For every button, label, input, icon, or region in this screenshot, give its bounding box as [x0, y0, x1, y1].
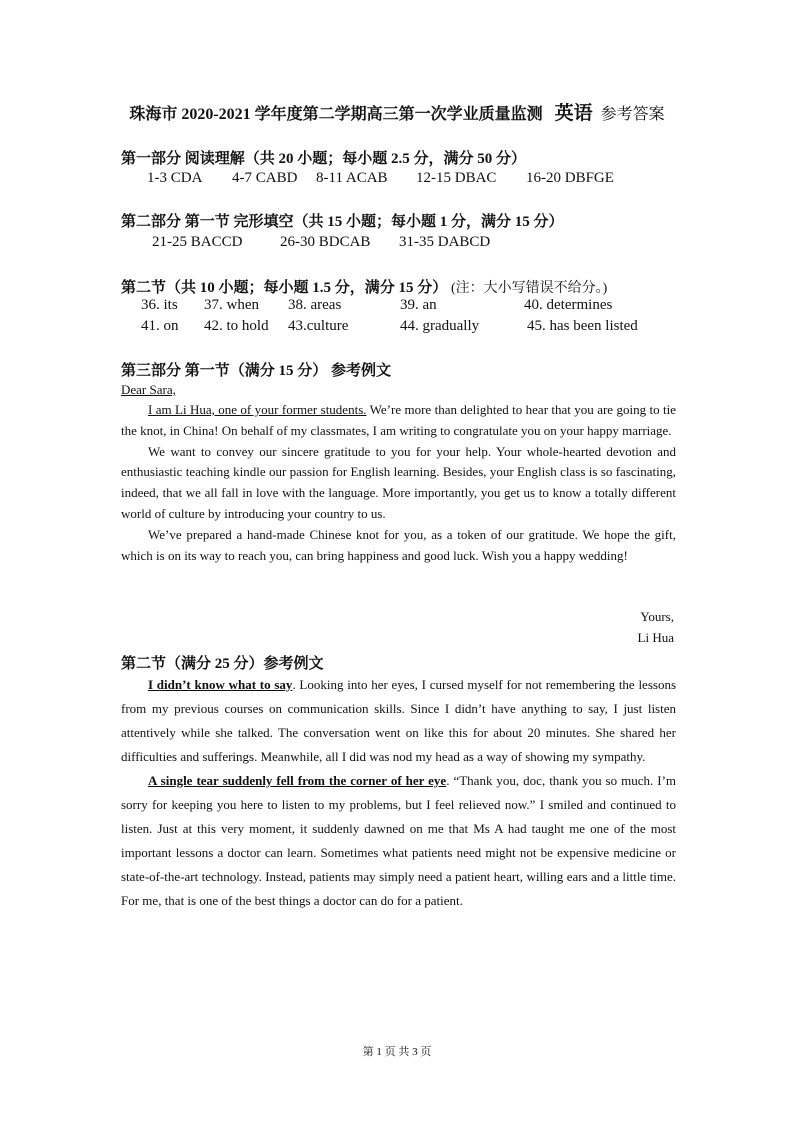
answer-item: 45. has been listed [527, 318, 638, 334]
part2-answers [0, 234, 794, 254]
essay-paragraph [121, 769, 676, 913]
answer-item: 40. determines [524, 297, 613, 313]
letter-signature: Li Hua [637, 630, 674, 645]
part2b-heading-text: 第二节（共 10 小题；每小题 1.5 分，满分 15 分） [121, 280, 448, 296]
part2b-heading [121, 276, 607, 297]
essay-paragraph: We want to convey our sincere gratitude to you for your help. Your whole-hearted devotion and enthusiastic teaching kindle our passion for English learning. Besides, your English class is so fascinating, indeed, that we all fall in love with the language. More importantly, you get us to know a totally different world of culture by introducing your country to us. [121, 443, 676, 521]
part1-answers [0, 170, 794, 190]
answer-group: 1-3 CDA [147, 170, 203, 186]
title-main: 珠海市 2020-2021 学年度第二学期高三第一次学业质量监测 [129, 106, 543, 123]
answer-item: 38. areas [288, 297, 342, 313]
paragraph-text: . Looking into her eyes, I cursed myself for not remembering the lessons from my previous courses on communication skills. Since I didn’t have anything to say, I just listen attentively while she talked. The conversation went on like this for about 20 minutes. She shared her difficulties and sufferings. Meanwhile, all I did was nod my head as a way of showing my sympathy. [121, 677, 676, 764]
answer-group: 4-7 CABD [232, 170, 298, 186]
part4-essay [121, 673, 676, 913]
answer-group: 16-20 DBFGE [526, 170, 614, 186]
letter-greeting: Dear Sara, [121, 382, 176, 397]
answer-group: 8-11 ACAB [316, 170, 388, 186]
paragraph-text: We’re more than delighted to hear that you are going to tie the knot, in China! On behalf of my classmates, I am writing to congratulate you on your happy marriage. [121, 402, 676, 438]
essay-paragraph [121, 673, 676, 769]
given-sentence: I didn’t know what to say [148, 677, 293, 692]
part4-heading: 第二节（满分 25 分）参考例文 [121, 656, 324, 672]
part2-heading: 第二部分 第一节 完形填空（共 15 小题；每小题 1 分，满分 15 分） [121, 214, 564, 230]
answer-group: 26-30 BDCAB [280, 234, 371, 250]
answer-item: 36. its [141, 297, 178, 313]
title-suffix: 参考答案 [600, 106, 665, 123]
part2b-row1 [0, 297, 794, 317]
answer-item: 41. on [141, 318, 179, 334]
essay-paragraph [121, 400, 676, 442]
answer-group: 12-15 DBAC [416, 170, 497, 186]
part2b-note: (注：大小写错误不给分。) [451, 281, 608, 296]
paragraph-text: . “Thank you, doc, thank you so much. I’m sorry for keeping you here to listen to my problems, but I feel relieved now.” I smiled and continued to listen. Just at this very moment, it suddenly dawned on me that Ms A had taught me one of the most important lessons a doctor can learn. Sometimes what patients need might not be expensive medicine or state-of-the-art technology. Instead, patients may simply need a patient heart, willing ears and a little time. For me, that is one of the best things a doctor can do for a patient. [121, 773, 677, 908]
essay-paragraph: We’ve prepared a hand-made Chinese knot for you, as a token of our gratitude. We hope the gift, which is on its way to reach you, can bring happiness and good luck. Wish you a happy wedding! [121, 526, 676, 563]
opening-sentence: I am Li Hua, one of your former students. [148, 402, 367, 417]
answer-item: 39. an [400, 297, 437, 313]
part3-heading: 第三部分 第一节（满分 15 分） 参考例文 [121, 363, 392, 379]
title-subject: 英语 [554, 103, 593, 124]
page-title [0, 98, 794, 125]
answer-item: 44. gradually [400, 318, 480, 334]
given-sentence: A single tear suddenly fell from the corner of her eye [148, 773, 447, 788]
answer-group: 31-35 DABCD [399, 234, 491, 250]
answer-item: 43.culture [288, 318, 349, 334]
page-footer: 第 1 页 共 3 页 [362, 1046, 432, 1058]
answer-item: 37. when [204, 297, 259, 313]
part3-essay [121, 400, 676, 566]
part2b-row2 [0, 318, 794, 338]
answer-item: 42. to hold [204, 318, 269, 334]
part1-heading: 第一部分 阅读理解（共 20 小题；每小题 2.5 分，满分 50 分） [121, 151, 527, 167]
answer-group: 21-25 BACCD [152, 234, 243, 250]
letter-closing: Yours, [640, 609, 674, 624]
